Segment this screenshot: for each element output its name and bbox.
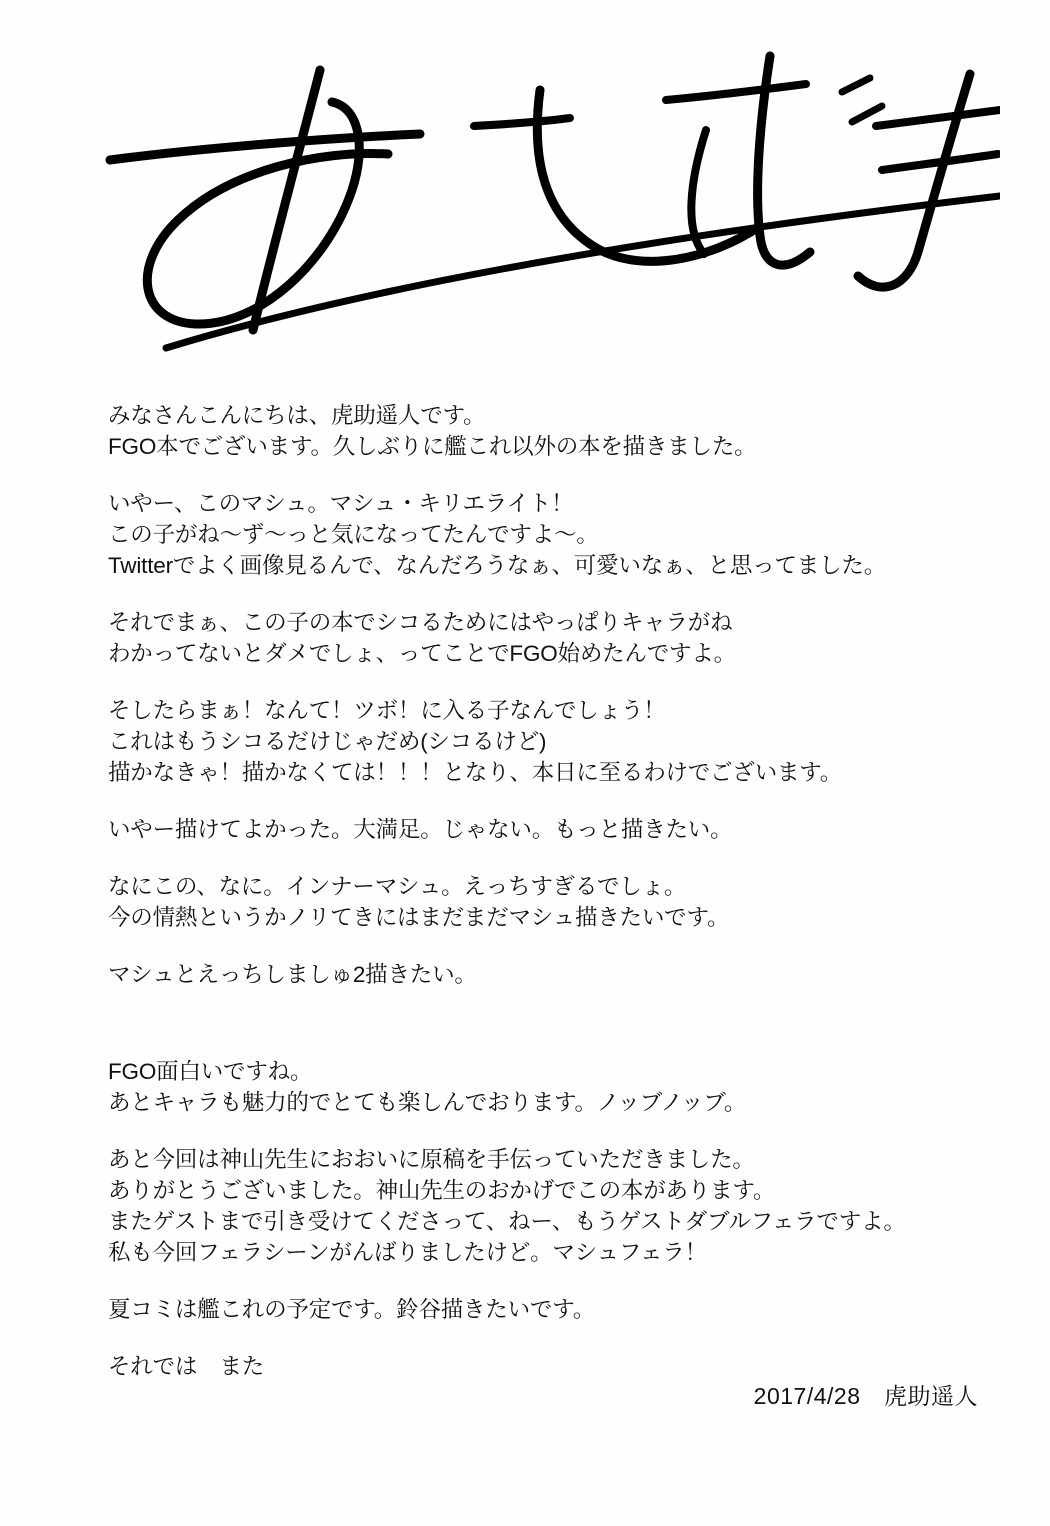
paragraph-satisfied	[108, 814, 978, 845]
signature-line: 2017/4/28 虎助遥人	[753, 1383, 978, 1409]
paragraph-fgo-fun	[108, 1056, 978, 1118]
text-line: この子がね～ず～っと気になってたんですよ～。	[108, 522, 599, 547]
paragraph-inner-mash	[108, 871, 978, 933]
text-line: あとキャラも魅力的でとても楽しんでおります。ノッブノッブ。	[108, 1090, 747, 1115]
paragraph-thanks	[108, 1144, 978, 1268]
text-line: FGO面白いですね。	[108, 1059, 313, 1084]
text-line: いやー描けてよかった。大満足。じゃない。もっと描きたい。	[108, 817, 733, 842]
text-line: 夏コミは艦これの予定です。鈴谷描きたいです。	[108, 1297, 596, 1322]
paragraph-tsubo	[108, 695, 978, 788]
text-line: Twitterでよく画像見るんで、なんだろうなぁ、可愛いなぁ、と思ってました。	[108, 553, 887, 578]
text-line: ありがとうございました。神山先生のおかげでこの本があります。	[108, 1178, 776, 1203]
text-line: これはもうシコるだけじゃだめ(シコるけど)	[108, 729, 547, 754]
text-line: 私も今回フェラシーンがんばりましたけど。マシュフェラ！	[108, 1240, 707, 1265]
paragraph-summer	[108, 1294, 978, 1325]
text-line: 描かなきゃ！描かなくては！！！となり、本日に至るわけでございます。	[108, 760, 843, 785]
text-line: FGO本でございます。久しぶりに艦これ以外の本を描きました。	[108, 434, 757, 459]
paragraph-fgo-start	[108, 607, 978, 669]
text-line: なにこの、なに。インナーマシュ。えっちすぎるでしょ。	[108, 874, 687, 899]
text-line: みなさんこんにちは、虎助遥人です。	[108, 403, 486, 428]
text-line: あと今回は神山先生におおいに原稿を手伝っていただきました。	[108, 1147, 755, 1172]
text-line: そしたらまぁ！なんて！ツボ！に入る子なんでしょう！	[108, 698, 666, 723]
text-line: それでは また	[108, 1354, 265, 1379]
text-line: それでまぁ、この子の本でシコるためにはやっぱりキャラがね	[108, 610, 733, 635]
afterword-body	[108, 400, 978, 1408]
paragraph-intro	[108, 400, 978, 462]
text-line: いやー、このマシュ。マシュ・キリエライト！	[108, 491, 574, 516]
text-line: またゲストまで引き受けてくださって、ねー、もうゲストダブルフェラですよ。	[108, 1209, 906, 1234]
text-line: わかってないとダメでしょ、ってことでFGO始めたんですよ。	[108, 641, 736, 666]
text-line: マシュとえっちしましゅ2描きたい。	[108, 962, 477, 987]
text-line: 今の情熱というかノリてきにはまだまだマシュ描きたいです。	[108, 905, 730, 930]
paragraph-mash-2	[108, 959, 978, 990]
handwritten-title	[70, 30, 1000, 370]
section-gap	[108, 1016, 978, 1056]
paragraph-mash	[108, 488, 978, 581]
